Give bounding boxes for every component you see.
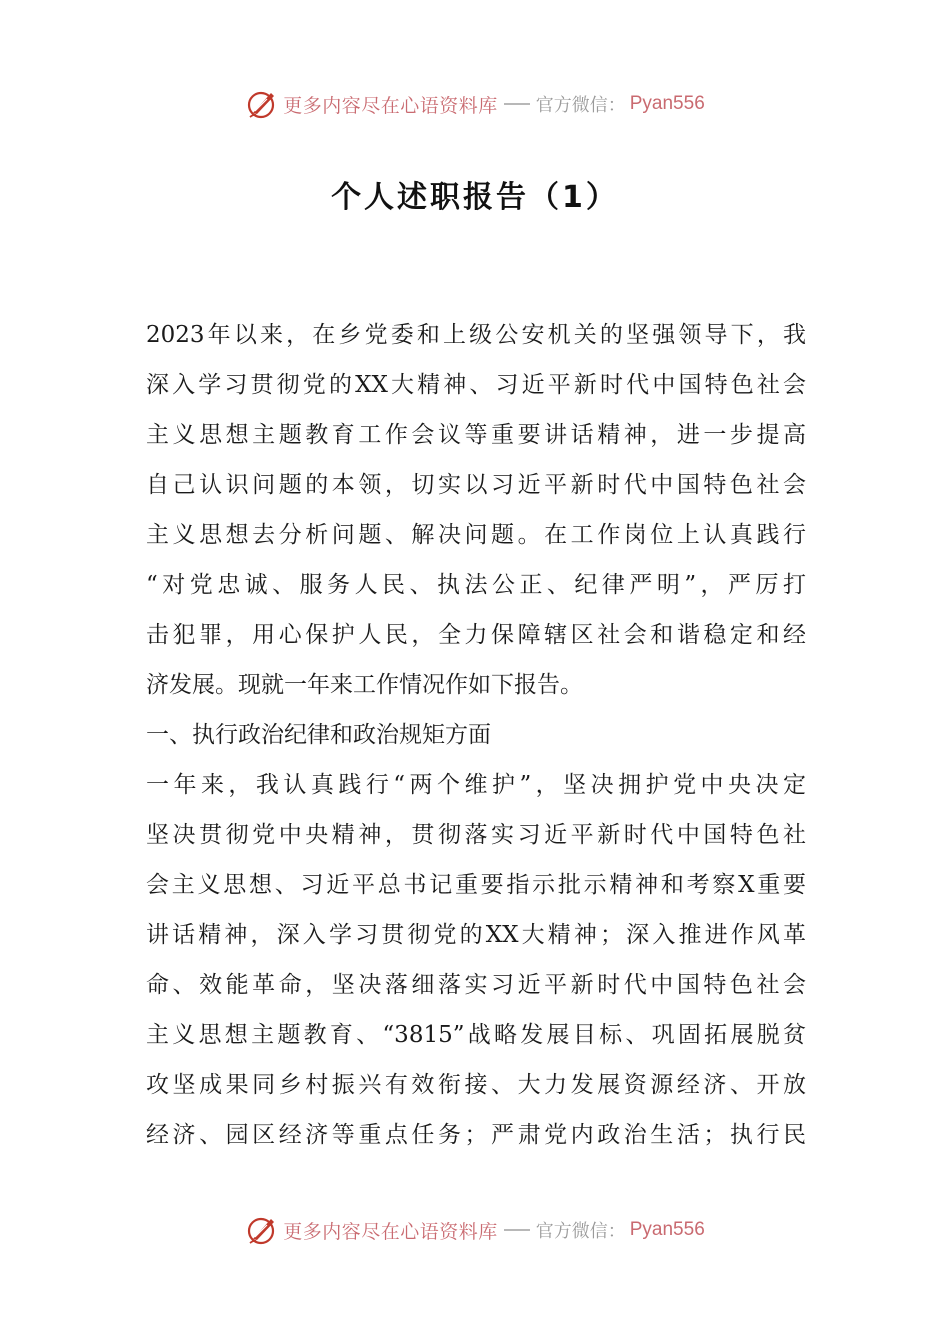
paragraph-line: 深入学习贯彻党的XX大精神、习近平新时代中国特色社会 [146,372,806,398]
paragraph-line: 一年来，我认真践行“两个维护”，坚决拥护党中央决定 [146,772,806,798]
quill-logo-icon [245,87,279,121]
paragraph-line: 会主义思想、习近平总书记重要指示批示精神和考察X重要 [146,872,806,898]
watermark-brand: 更多内容尽在心语资料库 [283,94,498,117]
section-heading: 一、执行政治纪律和政治规矩方面 [146,722,491,748]
paragraph-line: 主义思想去分析问题、解决问题。在工作岗位上认真践行 [146,522,806,548]
footer-watermark [0,1210,950,1250]
paragraph-line: 命、效能革命，坚决落细落实习近平新时代中国特色社会 [146,972,806,998]
paragraph-line: “对党忠诚、服务人民、执法公正、纪律严明”，严厉打 [146,572,806,598]
quill-logo-icon [245,1213,279,1247]
watermark-contact-label: 官方微信： [535,1221,626,1242]
paragraph-line: 讲话精神，深入学习贯彻党的XX大精神；深入推进作风革 [146,922,806,948]
paragraph-line: 坚决贯彻党中央精神，贯彻落实习近平新时代中国特色社 [146,822,806,848]
watermark-contact-label: 官方微信： [535,95,626,116]
paragraph-line: 济发展。现就一年来工作情况作如下报告。 [146,672,583,698]
watermark-contact-id: Pyan556 [629,93,705,114]
watermark-dash [504,103,530,105]
paragraph-line: 主义思想主题教育工作会议等重要讲话精神，进一步提高 [146,422,806,448]
paragraph-line: 经济、园区经济等重点任务；严肃党内政治生活；执行民 [146,1122,806,1148]
paragraph-line: 攻坚成果同乡村振兴有效衔接、大力发展资源经济、开放 [146,1072,806,1098]
watermark-brand: 更多内容尽在心语资料库 [283,1220,498,1243]
paragraph-line: 主义思想主题教育、“3815”战略发展目标、巩固拓展脱贫 [146,1022,806,1048]
paragraph-line: 2023年以来，在乡党委和上级公安机关的坚强领导下，我 [146,322,806,348]
watermark-contact-id: Pyan556 [629,1219,705,1240]
paragraph-line: 自己认识问题的本领，切实以习近平新时代中国特色社会 [146,472,806,498]
document-title: 个人述职报告（1） [331,180,619,215]
paragraph-line: 击犯罪，用心保护人民，全力保障辖区社会和谐稳定和经 [146,622,806,648]
watermark-dash [504,1229,530,1231]
header-watermark [0,84,950,124]
document-body [146,310,806,1160]
